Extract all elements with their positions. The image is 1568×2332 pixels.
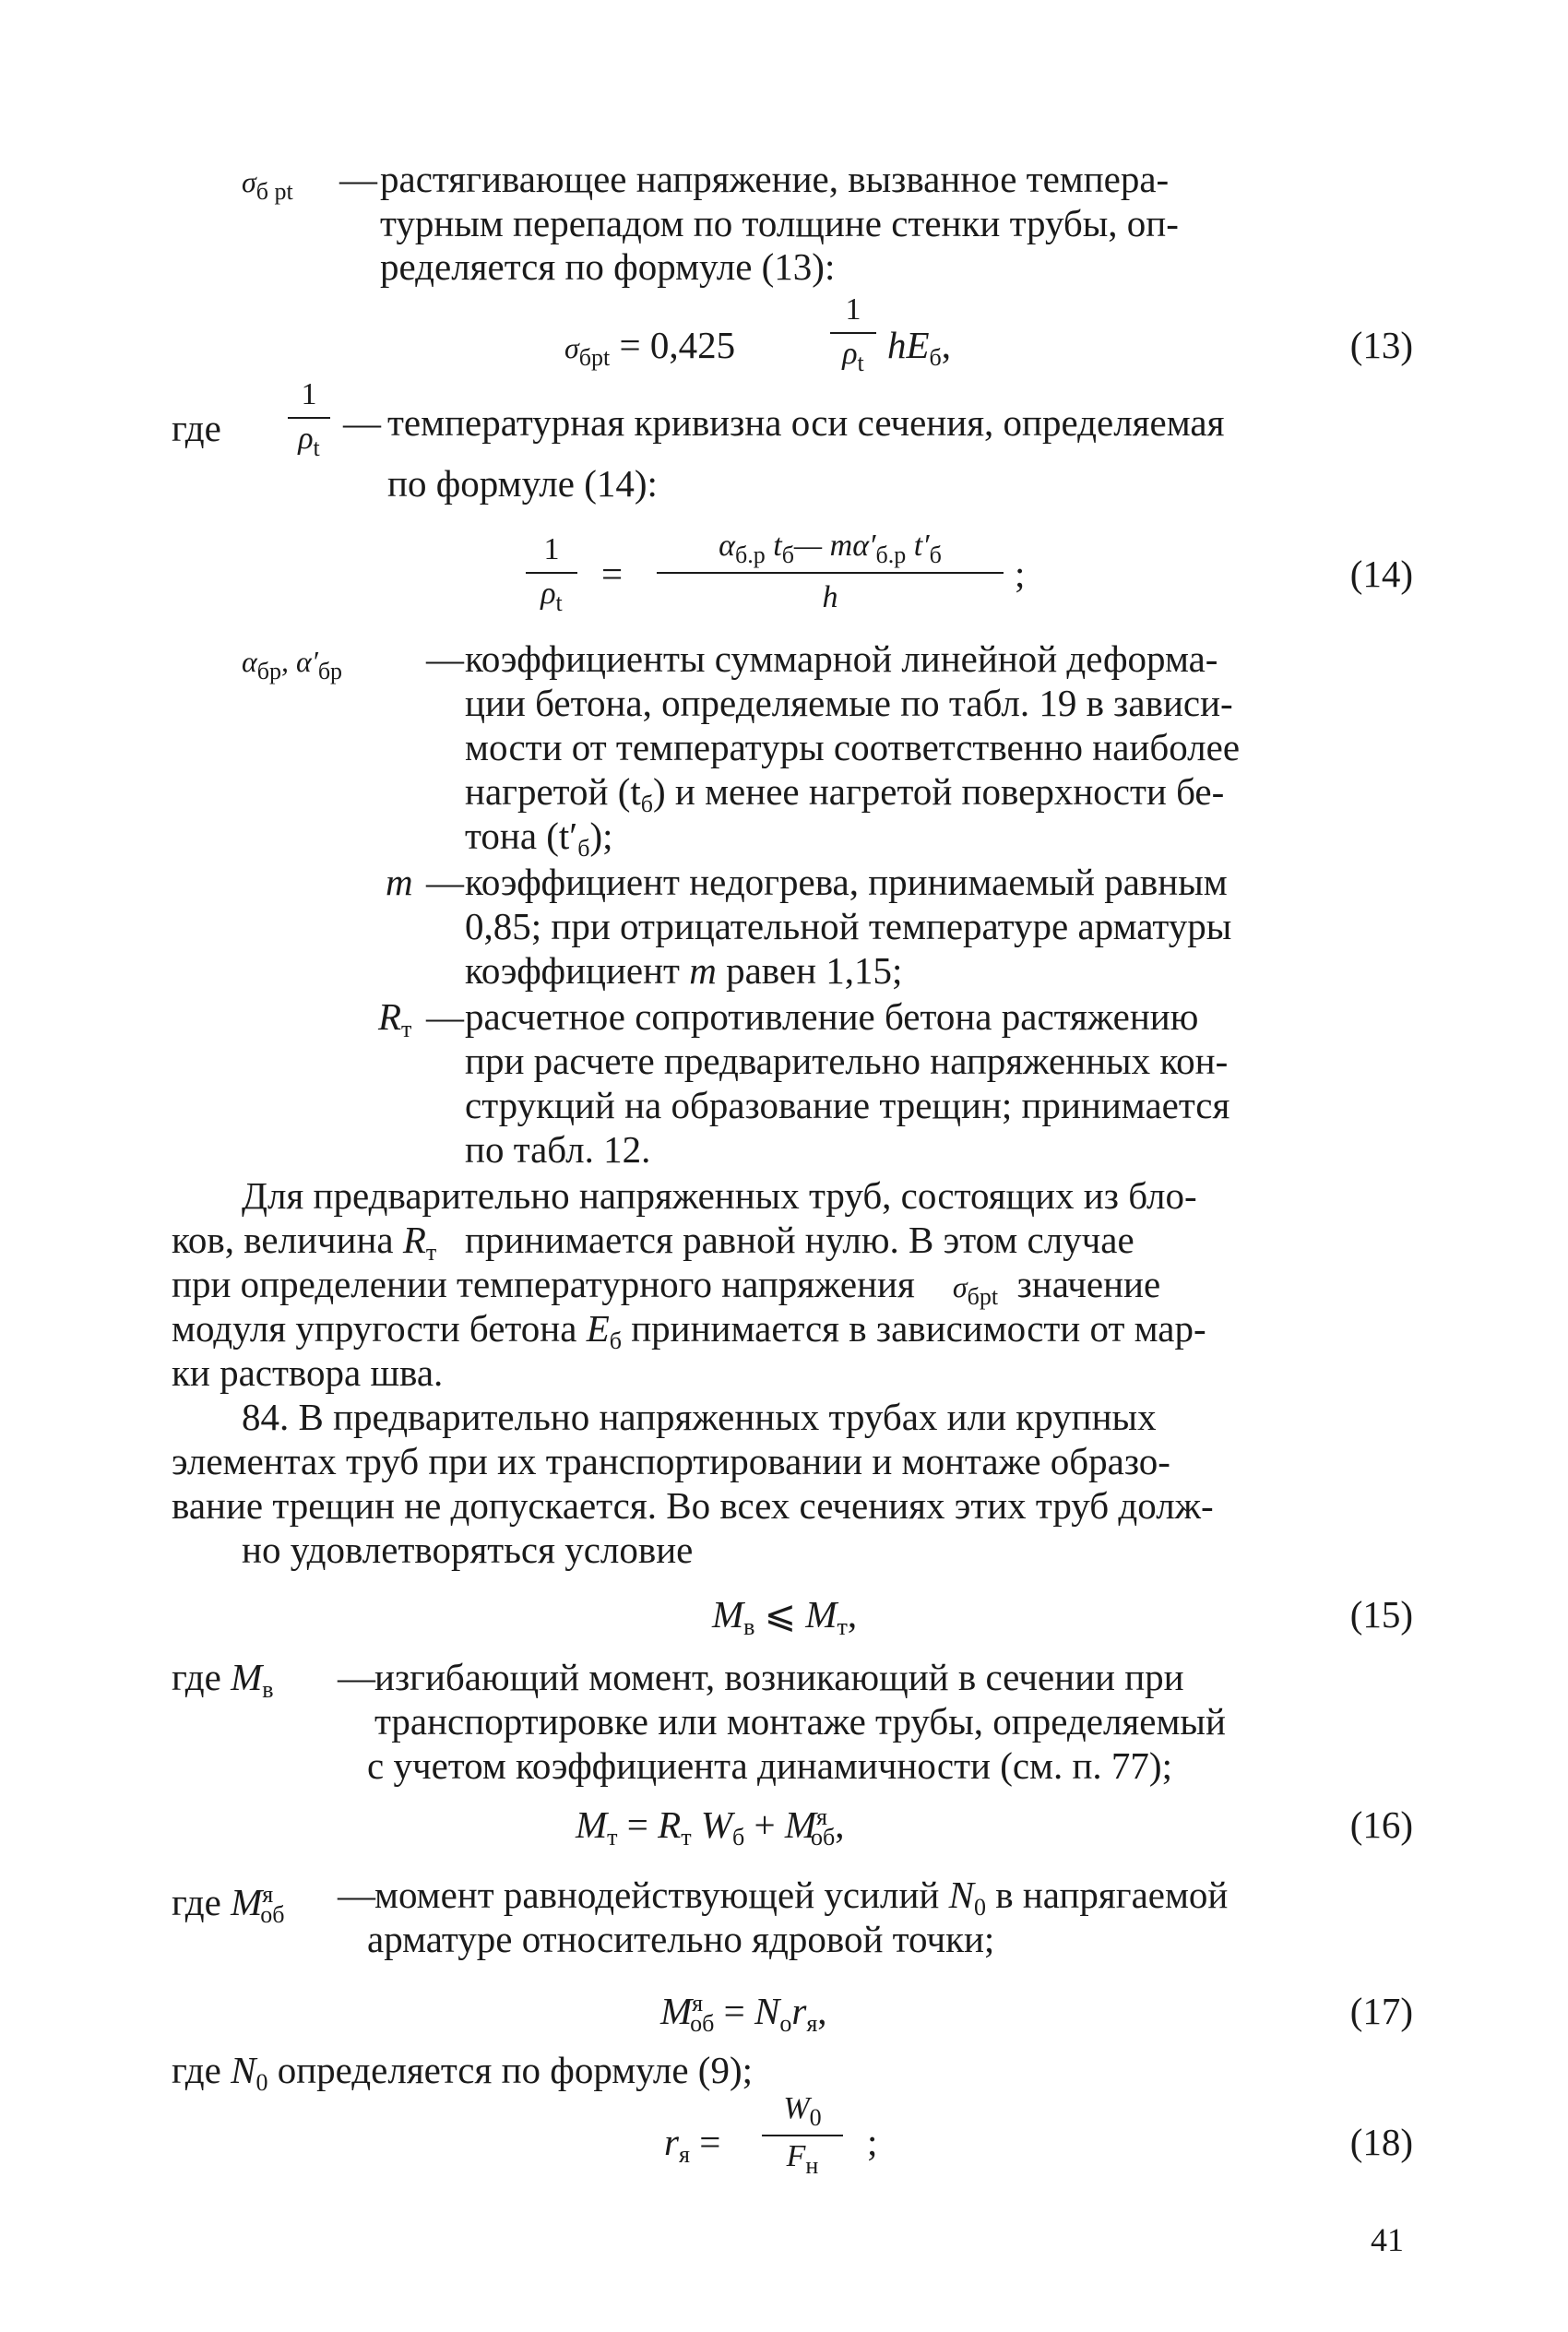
sigma-def-line-1: растягивающее напряжение, вызванное темпера- (380, 158, 1170, 200)
sigma-symbol: $\sigma_{б pt}$ (242, 165, 293, 205)
Mv-def-line-1: изгибающий момент, возникающий в сечении при (374, 1656, 1184, 1698)
eq13-number: (13) (1349, 324, 1413, 366)
eq14-lhs-den: $\rho_t$ (540, 577, 563, 616)
rho-def-line-2: по формуле (14): (387, 462, 658, 505)
rho-frac-den: $\rho_t$ (298, 422, 320, 461)
eq14-rhs-bar (657, 572, 1004, 574)
Mob-lead: где $M^я_{об}$ (172, 1881, 285, 1928)
m-dash: — (426, 861, 464, 903)
R-def-line-2: при расчете предварительно напряженных кон- (465, 1040, 1229, 1082)
para1-line-2: ков, величина $R_т$ принимается равной нулю. В этом случае (172, 1219, 1134, 1266)
eq14-eq: = (601, 553, 624, 595)
para2-line-3: вание трещин не допускается. Во всех сечениях этих труб долж- (172, 1484, 1214, 1527)
alpha-dash: — (426, 637, 464, 680)
eq14-rhs-num: $\alpha_{б.р}$ $t_б—$ $m\alpha'_{б.р}$ $t'_б$ (719, 529, 942, 568)
eq18-lhs: $r_я$ = (664, 2121, 721, 2168)
sigma-def-line-3: ределяется по формуле (13): (380, 245, 836, 288)
para1-line-1: Для предварительно напряженных труб, состоящих из бло- (242, 1174, 1197, 1217)
para1-line-3: при определении температурного напряжения $\sigma_{бpt}$ значение (172, 1263, 1161, 1310)
alpha-def-line-4: нагретой $(t_б)$ и менее нагретой поверхности бе- (465, 770, 1225, 817)
R-def-line-1: расчетное сопротивление бетона растяжению (465, 995, 1199, 1038)
eq14-lhs-num: 1 (543, 532, 560, 566)
eq18-frac-den: $F_н$ (786, 2139, 819, 2179)
R-def-line-4: по табл. 12. (465, 1128, 651, 1171)
eq18-frac-bar (762, 2135, 843, 2136)
eq17-formula: $M^я_{об} = N_оr_я$, (660, 1990, 827, 2037)
eq13-lhs: $\sigma_{бpt} = 0,425$ (564, 324, 736, 371)
m-def-line-1: коэффициент недогрева, принимаемый равным (465, 861, 1228, 903)
alpha-def-line-5: тона $(t'_б)$; (465, 815, 613, 862)
Mv-lead: где $M_в$ (172, 1656, 274, 1703)
eq15-formula: $M_в$ ⩽ $M_т$, (712, 1593, 858, 1640)
Mv-dash: — (338, 1656, 375, 1698)
N0-line: где $N_0$ определяется по формуле (9); (172, 2049, 753, 2096)
R-dash: — (426, 995, 464, 1038)
rho-frac-bar (288, 417, 330, 419)
rho-def-line-1: температурная кривизна оси сечения, определяемая (387, 401, 1225, 444)
eq18-frac-num: $W_0$ (783, 2091, 822, 2131)
para2-line-2: элементах труб при их транспортировании и монтаже образо- (172, 1440, 1170, 1482)
eq13-tail: $hE_б$, (887, 324, 952, 371)
Mob-def-line-2: арматуре относительно ядровой точки; (367, 1918, 995, 1960)
Mv-def-line-3: с учетом коэффициента динамичности (см. п. 77); (367, 1744, 1172, 1787)
eq13-frac-bar (830, 332, 876, 334)
eq18-number: (18) (1349, 2121, 1413, 2163)
alpha-def-line-2: ции бетона, определяемые по табл. 19 в зависи- (465, 682, 1233, 724)
para2-line-1: 84. В предварительно напряженных трубах или крупных (242, 1396, 1157, 1438)
para1-line-4: модуля упругости бетона $E_б$ принимается в зависимости от мар- (172, 1307, 1206, 1354)
eq17-number: (17) (1349, 1990, 1413, 2032)
rho-dash: — (343, 401, 381, 444)
R-symbol: $R_т$ (378, 995, 412, 1042)
para1-line-5: ки раствора шва. (172, 1351, 444, 1394)
eq13-frac-num: 1 (845, 292, 861, 327)
eq16-number: (16) (1349, 1803, 1413, 1846)
m-def-line-2: 0,85; при отрицательной температуре арматуры (465, 905, 1232, 947)
eq14-number: (14) (1349, 553, 1413, 595)
para2-line-4: но удовлетворяться условие (242, 1529, 694, 1571)
m-def-line-3: коэффициент m равен 1,15; (465, 949, 903, 992)
rho-frac-num: 1 (301, 377, 317, 411)
Mv-def-line-2: транспортировке или монтаже трубы, определяемый (374, 1700, 1226, 1743)
eq13-frac-den: $\rho_t$ (842, 337, 864, 376)
eq15-number: (15) (1349, 1593, 1413, 1636)
alpha-symbol: $\alpha_{бр}$, $\alpha'_{бр}$ (242, 645, 343, 684)
eq14-semicolon: ; (1015, 553, 1026, 595)
eq14-lhs-bar (526, 572, 577, 574)
sigma-def-line-2: турным перепадом по толщине стенки трубы, оп- (380, 202, 1179, 244)
eq14-rhs-den: h (822, 580, 838, 614)
Mob-def-line-1: момент равнодействующей усилий $N_0$ в напрягаемой (374, 1874, 1229, 1921)
eq16-formula: $M_т = R_т$ $W_б + M^я_{об}$, (576, 1803, 845, 1850)
rho-lead: где (172, 407, 221, 449)
alpha-def-line-1: коэффициенты суммарной линейной деформа- (465, 637, 1218, 680)
R-def-line-3: струкций на образование трещин; принимается (465, 1084, 1230, 1126)
sigma-dash: — (339, 158, 377, 200)
page-number: 41 (1371, 2221, 1404, 2258)
Mob-dash: — (338, 1874, 375, 1916)
alpha-def-line-3: мости от температуры соответственно наиболее (465, 726, 1241, 768)
m-symbol: m (386, 861, 413, 903)
eq18-semicolon: ; (867, 2121, 878, 2163)
